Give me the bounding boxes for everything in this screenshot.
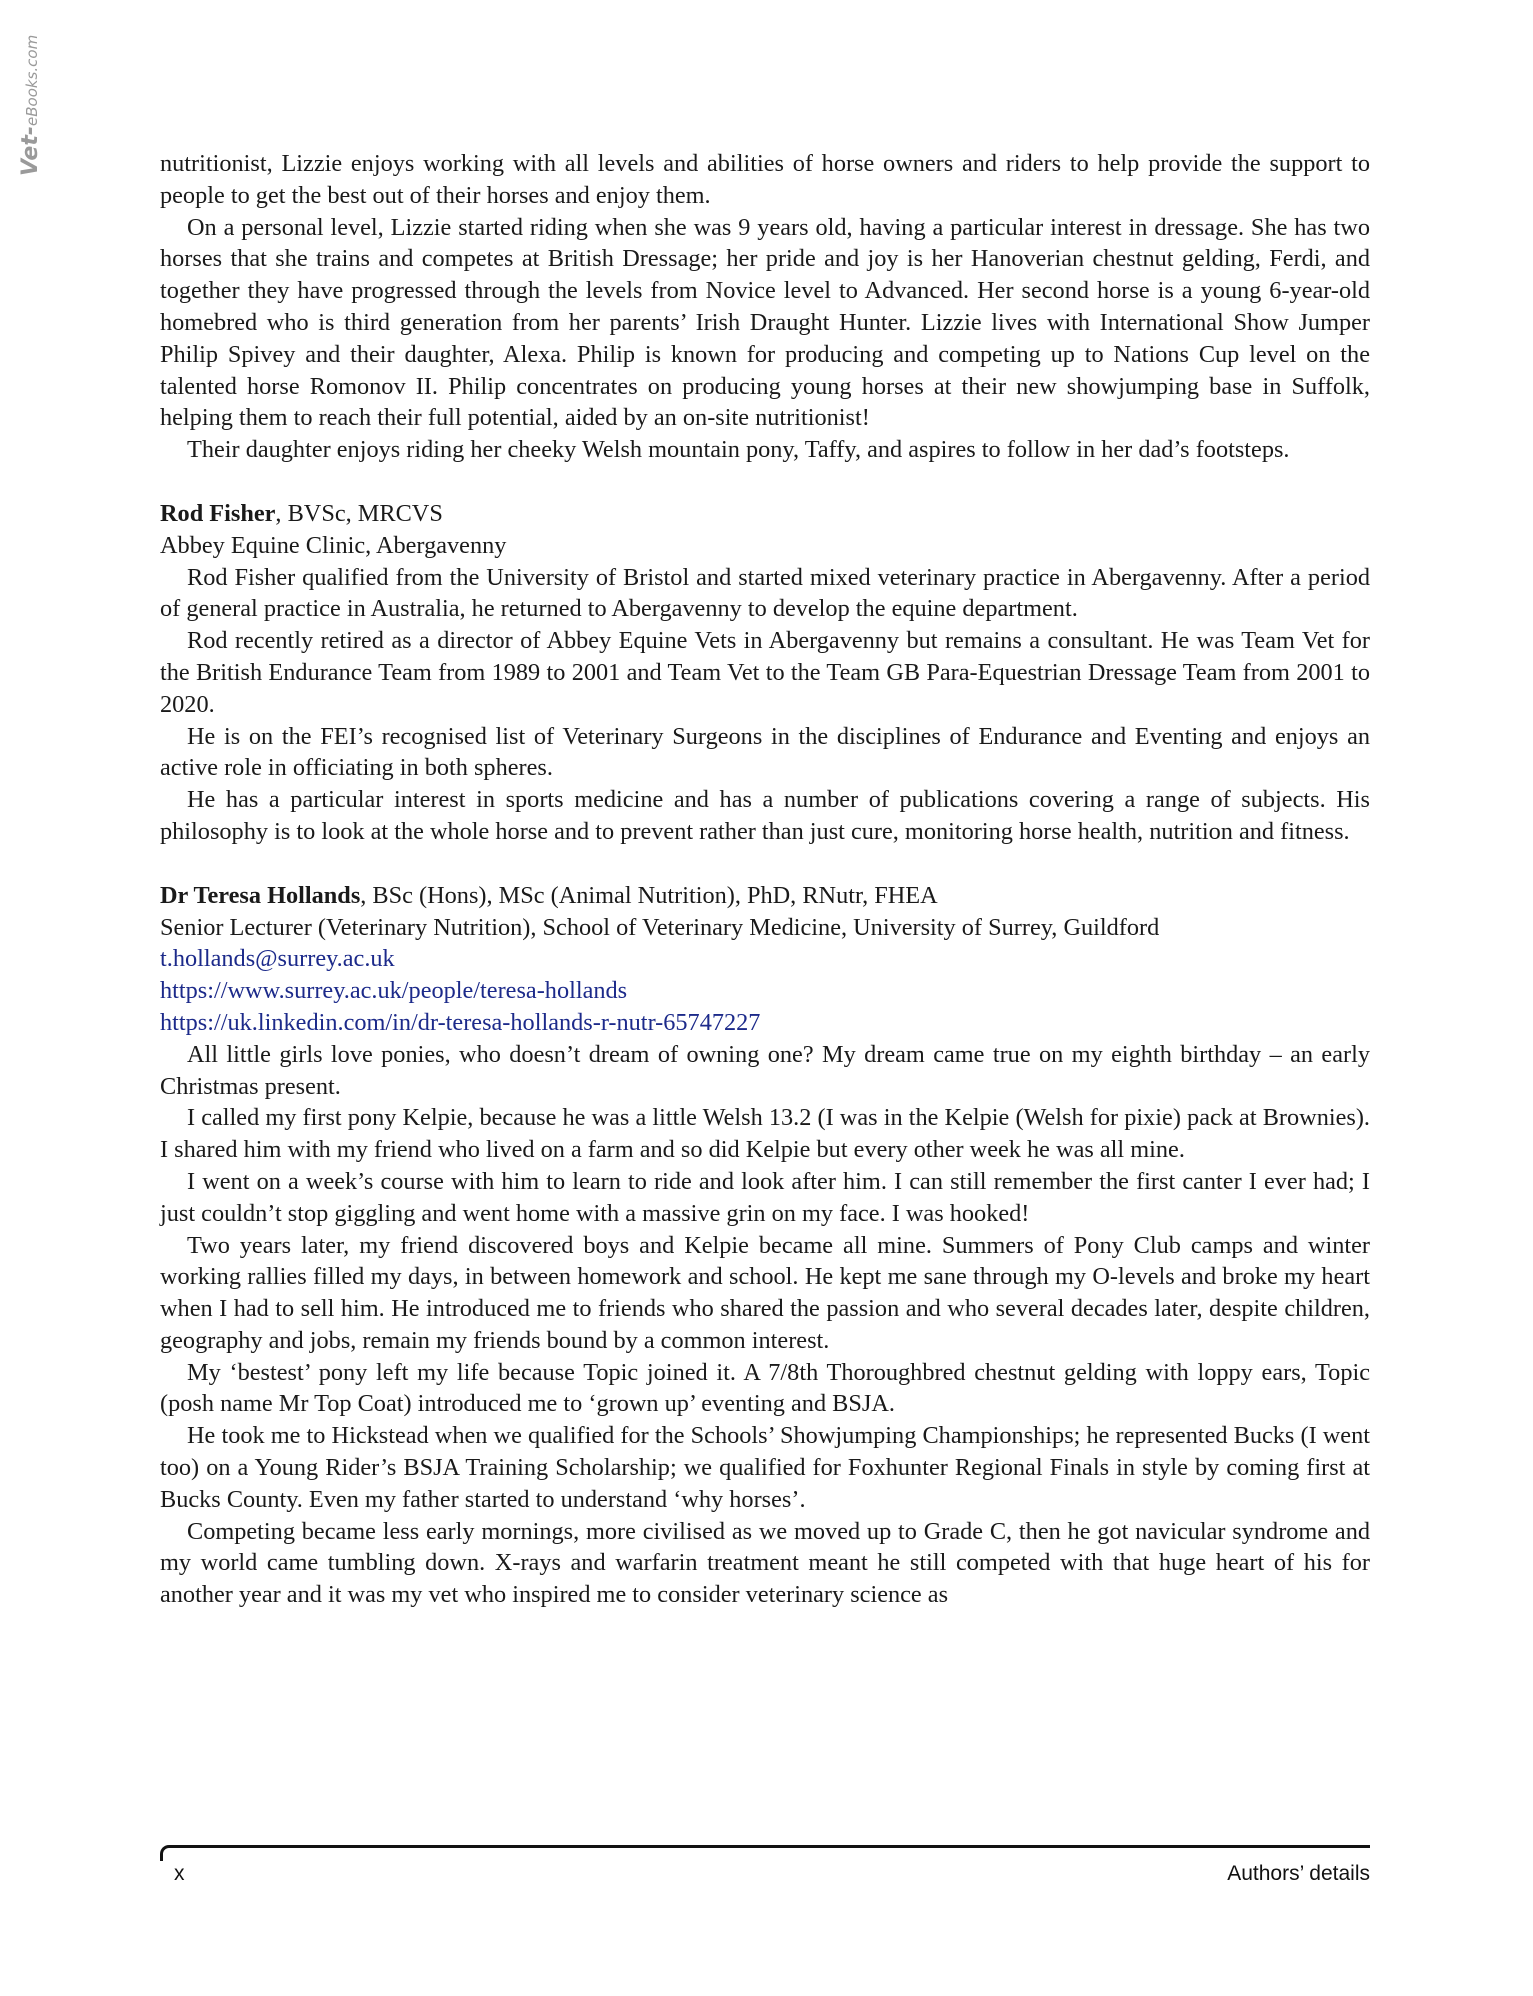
paragraph: He took me to Hickstead when we qualified for the Schools’ Showjumping Championships; he represented Bucks (I went too) on a Young Rider’s BSJA Training Scholarship; we qualified for Foxhunter Regional Finals in style by coming first at Bucks County. Even my father started to understand ‘why horses’. xyxy=(160,1422,1370,1513)
author-affiliation: Abbey Equine Clinic, Abergavenny xyxy=(160,531,507,559)
page-footer xyxy=(174,1862,1370,1892)
paragraph: All little girls love ponies, who doesn’t dream of owning one? My dream came true on my eighth birthday – an early Christmas present. xyxy=(160,1040,1370,1100)
author-affiliation: Senior Lecturer (Veterinary Nutrition), School of Veterinary Medicine, University of Surrey, Guildford xyxy=(160,913,1160,941)
author-heading-rod-fisher xyxy=(160,498,1370,530)
author-heading-teresa-hollands xyxy=(160,880,1370,912)
paragraph: I went on a week’s course with him to learn to ride and look after him. I can still remember the first canter I ever had; I just couldn’t stop giggling and went home with a massive grin on my face. I was hooked! xyxy=(160,1167,1370,1227)
paragraph: Their daughter enjoys riding her cheeky Welsh mountain pony, Taffy, and aspires to follow in her dad’s footsteps. xyxy=(187,436,1290,464)
paragraph: Rod Fisher qualified from the University of Bristol and started mixed veterinary practice in Abergavenny. After a period of general practice in Australia, he returned to Abergavenny to develop the equine department. xyxy=(160,563,1370,623)
paragraph: I called my first pony Kelpie, because he was a little Welsh 13.2 (I was in the Kelpie (Welsh for pixie) pack at Brownies). I shared him with my friend who lived on a farm and so did Kelpie but every other week he was all mine. xyxy=(160,1104,1370,1164)
paragraph: On a personal level, Lizzie started riding when she was 9 years old, having a particular interest in dressage. She has two horses that she trains and competes at British Dressage; her pride and joy is her Hanoverian chestnut gelding, Ferdi, and together they have progressed through the levels from Novice level to Advanced. Her second horse is a young 6-year-old homebred who is third generation from her parents’ Irish Draught Hunter. Lizzie lives with International Show Jumper Philip Spivey and their daughter, Alexa. Philip is known for producing and competing up to Nations Cup level on the talented horse Romonov II. Philip concentrates on producing young horses at their new showjumping base in Suffolk, helping them to reach their full potential, aided by an on-site nutritionist! xyxy=(160,213,1370,432)
running-footer-title: Authors’ details xyxy=(1227,1862,1370,1885)
profile-link[interactable]: https://www.surrey.ac.uk/people/teresa-hollands xyxy=(160,977,628,1005)
email-link[interactable]: t.hollands@surrey.ac.uk xyxy=(160,945,395,973)
paragraph: nutritionist, Lizzie enjoys working with all levels and abilities of horse owners and riders to help provide the support to people to get the best out of their horses and enjoy them. xyxy=(160,150,1370,209)
author-name: Dr Teresa Hollands xyxy=(160,881,361,909)
paragraph: He has a particular interest in sports medicine and has a number of publications covering a range of subjects. His philosophy is to look at the whole horse and to prevent rather than just cure, monitoring horse health, nutrition and fitness. xyxy=(160,786,1370,845)
author-credentials: , BSc (Hons), MSc (Animal Nutrition), PhD, RNutr, FHEA xyxy=(360,881,938,909)
paragraph: Competing became less early mornings, more civilised as we moved up to Grade C, then he got navicular syndrome and my world came tumbling down. X-rays and warfarin treatment meant he still competed with that huge heart of his for another year and it was my vet who inspired me to consider veterinary science as xyxy=(160,1517,1370,1609)
watermark: Vet-eBooks.com xyxy=(18,34,43,176)
linkedin-link[interactable]: https://uk.linkedin.com/in/dr-teresa-hollands-r-nutr-65747227 xyxy=(160,1008,761,1036)
paragraph: He is on the FEI’s recognised list of Veterinary Surgeons in the disciplines of Endurance and Eventing and enjoys an active role in officiating in both spheres. xyxy=(160,722,1370,782)
page-body xyxy=(160,148,1370,1611)
paragraph: My ‘bestest’ pony left my life because Topic joined it. A 7/8th Thoroughbred chestnut gelding with loppy ears, Topic (posh name Mr Top Coat) introduced me to ‘grown up’ eventing and BSJA. xyxy=(160,1358,1370,1418)
paragraph: Two years later, my friend discovered boys and Kelpie became all mine. Summers of Pony Club camps and winter working rallies filled my days, in between homework and school. He kept me sane through my O-levels and broke my heart when I had to sell him. He introduced me to friends who shared the passion and who several decades later, despite children, geography and jobs, remain my friends bound by a common interest. xyxy=(160,1231,1370,1354)
paragraph: Rod recently retired as a director of Abbey Equine Vets in Abergavenny but remains a consultant. He was Team Vet for the British Endurance Team from 1989 to 2001 and Team Vet to the Team GB Para-Equestrian Dressage Team from 2001 to 2020. xyxy=(160,627,1370,718)
footer-rule xyxy=(160,1845,1370,1861)
page-number: x xyxy=(174,1862,185,1885)
author-credentials: , BVSc, MRCVS xyxy=(275,499,443,527)
author-name: Rod Fisher xyxy=(160,499,276,527)
